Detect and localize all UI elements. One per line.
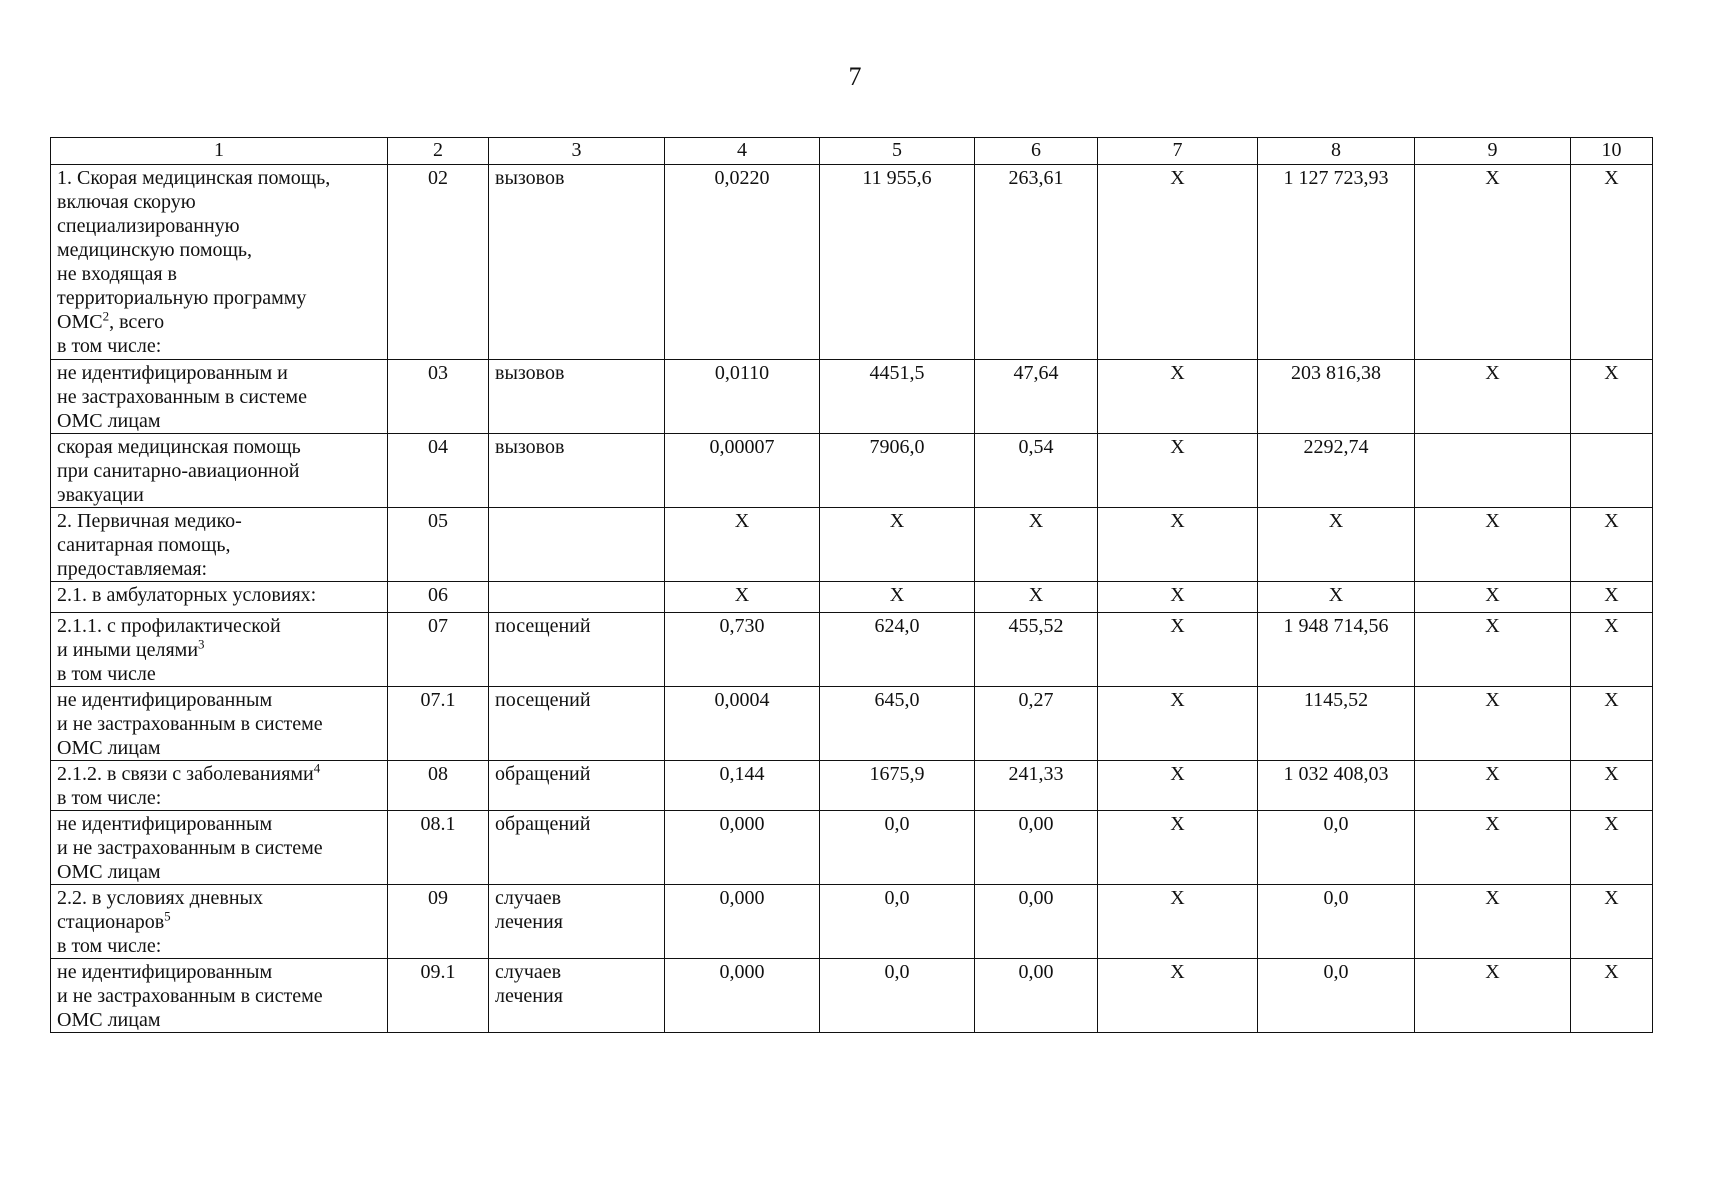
cell-col7: Х bbox=[1098, 959, 1258, 1033]
cell-col6: 47,64 bbox=[975, 360, 1098, 434]
cell-col6: 0,00 bbox=[975, 959, 1098, 1033]
footnote-mark: 2 bbox=[102, 308, 110, 324]
cell-col5: Х bbox=[820, 508, 975, 582]
cell-col6: Х bbox=[975, 508, 1098, 582]
cell-col9: Х bbox=[1415, 687, 1571, 761]
cell-col10: Х bbox=[1571, 959, 1653, 1033]
header-cell: 8 bbox=[1258, 138, 1415, 165]
cell-col4: 0,0110 bbox=[665, 360, 820, 434]
row-unit: посещений bbox=[489, 687, 665, 761]
row-name-cell bbox=[51, 582, 388, 613]
row-unit: вызовов bbox=[489, 165, 665, 360]
cell-col8: 0,0 bbox=[1258, 885, 1415, 959]
cell-col10: Х bbox=[1571, 811, 1653, 885]
cell-col6: 0,00 bbox=[975, 885, 1098, 959]
row-code: 09.1 bbox=[388, 959, 489, 1033]
cell-col6: 241,33 bbox=[975, 761, 1098, 811]
row-code: 06 bbox=[388, 582, 489, 613]
table-row bbox=[51, 811, 1653, 885]
cell-col8: 0,0 bbox=[1258, 959, 1415, 1033]
row-name-cell bbox=[51, 761, 388, 811]
row-name: не идентифицированным и не застрахованным в системе ОМС лицам bbox=[57, 689, 323, 759]
row-name-cell bbox=[51, 434, 388, 508]
cell-col7: Х bbox=[1098, 687, 1258, 761]
cell-col6: 0,54 bbox=[975, 434, 1098, 508]
row-code: 08.1 bbox=[388, 811, 489, 885]
row-name: 2.1.1. с профилактической и иными целями bbox=[57, 615, 281, 661]
row-name: не идентифицированным и не застрахованным в системе ОМС лицам bbox=[57, 813, 323, 883]
page-number: 7 bbox=[848, 62, 862, 91]
header-cell: 10 bbox=[1571, 138, 1653, 165]
header-cell: 6 bbox=[975, 138, 1098, 165]
row-code: 07.1 bbox=[388, 687, 489, 761]
row-unit: обращений bbox=[489, 811, 665, 885]
cell-col6: Х bbox=[975, 582, 1098, 613]
cell-col8: 1 032 408,03 bbox=[1258, 761, 1415, 811]
cell-col9: Х bbox=[1415, 885, 1571, 959]
cell-col8: Х bbox=[1258, 582, 1415, 613]
row-name: 2.2. в условиях дневных стационаров bbox=[57, 887, 263, 933]
row-name: не идентифицированным и не застрахованным в системе ОМС лицам bbox=[57, 362, 307, 432]
row-name-cell bbox=[51, 613, 388, 687]
table-row bbox=[51, 434, 1653, 508]
row-name-cell bbox=[51, 165, 388, 360]
cell-col7: Х bbox=[1098, 761, 1258, 811]
row-name-cell bbox=[51, 959, 388, 1033]
cell-col5: 7906,0 bbox=[820, 434, 975, 508]
cell-col5: 11 955,6 bbox=[820, 165, 975, 360]
cell-col6: 0,27 bbox=[975, 687, 1098, 761]
row-code: 03 bbox=[388, 360, 489, 434]
row-unit: вызовов bbox=[489, 360, 665, 434]
cell-col7: Х bbox=[1098, 360, 1258, 434]
row-code: 08 bbox=[388, 761, 489, 811]
header-cell: 4 bbox=[665, 138, 820, 165]
cell-col9: Х bbox=[1415, 613, 1571, 687]
row-unit bbox=[489, 582, 665, 613]
header-cell: 7 bbox=[1098, 138, 1258, 165]
cell-col5: 645,0 bbox=[820, 687, 975, 761]
header-cell: 9 bbox=[1415, 138, 1571, 165]
cell-col10: Х bbox=[1571, 885, 1653, 959]
cell-col4: Х bbox=[665, 582, 820, 613]
cell-col5: 0,0 bbox=[820, 811, 975, 885]
row-unit: обращений bbox=[489, 761, 665, 811]
footnote-mark: 4 bbox=[313, 760, 321, 776]
row-unit: посещений bbox=[489, 613, 665, 687]
cell-col10 bbox=[1571, 434, 1653, 508]
row-unit: случаев лечения bbox=[489, 885, 665, 959]
row-unit: случаев лечения bbox=[489, 959, 665, 1033]
row-code: 09 bbox=[388, 885, 489, 959]
row-name-continued: в том числе: bbox=[57, 935, 162, 957]
cell-col10: Х bbox=[1571, 582, 1653, 613]
cell-col9: Х bbox=[1415, 508, 1571, 582]
row-name-cell bbox=[51, 811, 388, 885]
cell-col4: 0,000 bbox=[665, 959, 820, 1033]
cell-col9: Х bbox=[1415, 761, 1571, 811]
cell-col4: 0,730 bbox=[665, 613, 820, 687]
table-row bbox=[51, 885, 1653, 959]
cell-col9 bbox=[1415, 434, 1571, 508]
row-name-cell bbox=[51, 885, 388, 959]
header-cell: 1 bbox=[51, 138, 388, 165]
row-name: 1. Скорая медицинская помощь, включая скорую специализированную медицинскую помощь, не входящая в территориальную программу ОМС bbox=[57, 167, 331, 333]
cell-col5: 1675,9 bbox=[820, 761, 975, 811]
cell-col7: Х bbox=[1098, 885, 1258, 959]
cell-col4: 0,000 bbox=[665, 885, 820, 959]
cell-col4: 0,144 bbox=[665, 761, 820, 811]
cell-col10: Х bbox=[1571, 165, 1653, 360]
cell-col4: 0,00007 bbox=[665, 434, 820, 508]
table-row bbox=[51, 582, 1653, 613]
cell-col7: Х bbox=[1098, 613, 1258, 687]
cell-col10: Х bbox=[1571, 613, 1653, 687]
cell-col8: 0,0 bbox=[1258, 811, 1415, 885]
cell-col9: Х bbox=[1415, 582, 1571, 613]
footnote-mark: 5 bbox=[164, 908, 171, 924]
table-row bbox=[51, 165, 1653, 360]
row-name: 2.1.2. в связи с заболеваниями bbox=[57, 763, 314, 785]
footnote-mark: 3 bbox=[198, 636, 205, 652]
row-name: не идентифицированным и не застрахованным в системе ОМС лицам bbox=[57, 961, 323, 1031]
table-row bbox=[51, 761, 1653, 811]
cell-col4: Х bbox=[665, 508, 820, 582]
data-table bbox=[50, 137, 1653, 1033]
cell-col9: Х bbox=[1415, 360, 1571, 434]
cell-col8: 1145,52 bbox=[1258, 687, 1415, 761]
table-row bbox=[51, 508, 1653, 582]
cell-col5: 624,0 bbox=[820, 613, 975, 687]
row-code: 04 bbox=[388, 434, 489, 508]
cell-col7: Х bbox=[1098, 508, 1258, 582]
cell-col9: Х bbox=[1415, 959, 1571, 1033]
cell-col10: Х bbox=[1571, 508, 1653, 582]
cell-col10: Х bbox=[1571, 687, 1653, 761]
cell-col4: 0,0004 bbox=[665, 687, 820, 761]
cell-col6: 455,52 bbox=[975, 613, 1098, 687]
row-name-continued: в том числе: bbox=[57, 787, 162, 809]
cell-col4: 0,000 bbox=[665, 811, 820, 885]
row-name-cell bbox=[51, 360, 388, 434]
cell-col7: Х bbox=[1098, 434, 1258, 508]
row-name: 2.1. в амбулаторных условиях: bbox=[57, 584, 317, 606]
cell-col8: 1 127 723,93 bbox=[1258, 165, 1415, 360]
header-cell: 3 bbox=[489, 138, 665, 165]
cell-col10: Х bbox=[1571, 360, 1653, 434]
cell-col6: 0,00 bbox=[975, 811, 1098, 885]
cell-col8: 2292,74 bbox=[1258, 434, 1415, 508]
row-name-cell bbox=[51, 508, 388, 582]
row-name: скорая медицинская помощь при санитарно-авиационной эвакуации bbox=[57, 436, 301, 506]
header-cell: 5 bbox=[820, 138, 975, 165]
table-row bbox=[51, 360, 1653, 434]
header-cell: 2 bbox=[388, 138, 489, 165]
row-unit: вызовов bbox=[489, 434, 665, 508]
table-row bbox=[51, 687, 1653, 761]
table-row bbox=[51, 959, 1653, 1033]
cell-col7: Х bbox=[1098, 811, 1258, 885]
row-code: 07 bbox=[388, 613, 489, 687]
header-row bbox=[51, 138, 1653, 165]
row-unit bbox=[489, 508, 665, 582]
cell-col6: 263,61 bbox=[975, 165, 1098, 360]
cell-col9: Х bbox=[1415, 165, 1571, 360]
row-code: 02 bbox=[388, 165, 489, 360]
row-name-cell bbox=[51, 687, 388, 761]
cell-col8: 203 816,38 bbox=[1258, 360, 1415, 434]
cell-col7: Х bbox=[1098, 165, 1258, 360]
row-name: 2. Первичная медико- санитарная помощь, предоставляемая: bbox=[57, 510, 242, 580]
cell-col5: Х bbox=[820, 582, 975, 613]
cell-col8: Х bbox=[1258, 508, 1415, 582]
cell-col4: 0,0220 bbox=[665, 165, 820, 360]
cell-col5: 4451,5 bbox=[820, 360, 975, 434]
cell-col9: Х bbox=[1415, 811, 1571, 885]
row-name-continued: , всего в том числе: bbox=[57, 311, 165, 357]
cell-col8: 1 948 714,56 bbox=[1258, 613, 1415, 687]
cell-col5: 0,0 bbox=[820, 959, 975, 1033]
cell-col10: Х bbox=[1571, 761, 1653, 811]
cell-col7: Х bbox=[1098, 582, 1258, 613]
cell-col5: 0,0 bbox=[820, 885, 975, 959]
table-row bbox=[51, 613, 1653, 687]
row-name-continued: в том числе bbox=[57, 663, 156, 685]
row-code: 05 bbox=[388, 508, 489, 582]
